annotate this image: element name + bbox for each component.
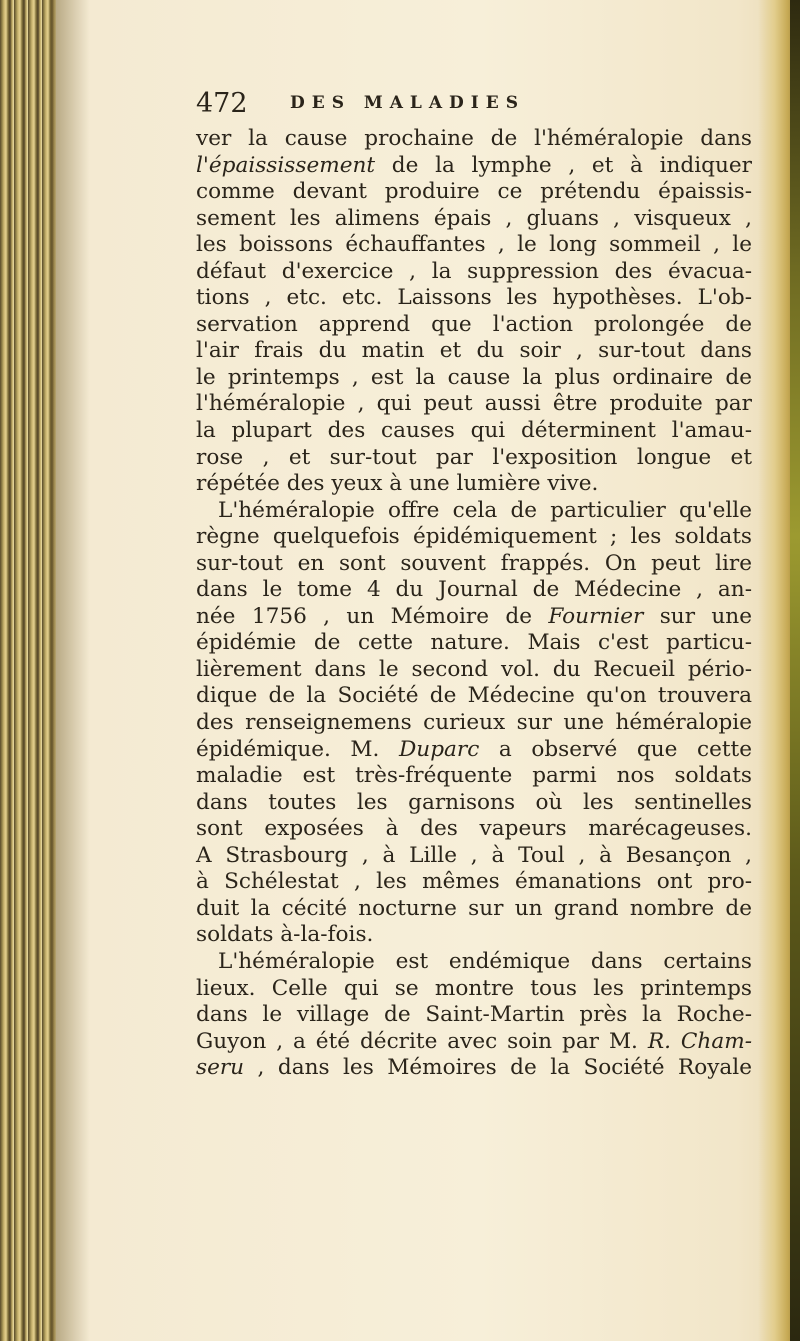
text-segment: épidémie de cette nature. Mais c'est particu- xyxy=(196,630,752,656)
text-line xyxy=(196,312,752,339)
text-line xyxy=(196,445,752,472)
text-segment: la plupart des causes qui déterminent l'amau- xyxy=(196,418,752,444)
text-segment: répétée des yeux à une lumière vive. xyxy=(196,471,599,497)
text-line xyxy=(196,391,752,418)
text-segment: sont exposées à des vapeurs marécageuses. xyxy=(196,816,752,842)
text-segment: l'héméralopie , qui peut aussi être produite par xyxy=(196,391,752,417)
text-line xyxy=(196,338,752,365)
italic-text: Fournier xyxy=(548,603,644,629)
text-segment: les boissons échauffantes , le long sommeil , le xyxy=(196,232,752,258)
text-segment: ver la cause prochaine de l'héméralopie dans xyxy=(196,126,752,151)
italic-text: l'épaississement xyxy=(196,152,376,178)
text-line xyxy=(196,259,752,286)
page-number: 472 xyxy=(196,88,248,119)
text-line xyxy=(196,232,752,259)
page-header xyxy=(196,88,676,122)
text-segment: maladie est très-fréquente parmi nos soldats xyxy=(196,763,752,789)
text-line xyxy=(196,365,752,392)
text-line xyxy=(196,524,752,551)
text-line xyxy=(196,949,752,976)
text-segment: sement les alimens épais , gluans , visqueux , xyxy=(196,205,752,231)
text-segment: servation apprend que l'action prolongée de xyxy=(196,311,752,337)
text-line xyxy=(196,896,752,923)
text-line xyxy=(196,206,752,233)
text-segment: dans toutes les garnisons où les sentinelles xyxy=(196,789,752,815)
text-segment: règne quelquefois épidémiquement ; les soldats xyxy=(196,524,752,550)
text-line xyxy=(196,710,752,737)
text-segment: le printemps , est la cause la plus ordinaire de xyxy=(196,364,752,390)
text-line xyxy=(196,657,752,684)
text-segment: des renseignemens curieux sur une héméralopie xyxy=(196,710,752,736)
text-segment: duit la cécité nocturne sur un grand nombre de xyxy=(196,895,752,921)
text-line xyxy=(196,683,752,710)
text-segment: Guyon , a été décrite avec soin par M. xyxy=(196,1028,648,1054)
text-line xyxy=(196,577,752,604)
italic-text: seru xyxy=(196,1055,245,1081)
text-segment: dans le tome 4 du Journal de Médecine , an- xyxy=(196,577,752,603)
text-line xyxy=(196,285,752,312)
text-line xyxy=(196,763,752,790)
text-segment: a observé que cette xyxy=(479,736,752,762)
text-segment: l'air frais du matin et du soir , sur-tout dans xyxy=(196,338,752,364)
italic-text: R. Cham- xyxy=(647,1028,752,1054)
text-line xyxy=(196,179,752,206)
text-line xyxy=(196,498,752,525)
text-line xyxy=(196,869,752,896)
text-line xyxy=(196,790,752,817)
text-segment: , dans les Mémoires de la Société Royale xyxy=(244,1055,752,1081)
text-segment: L'héméralopie est endémique dans certains xyxy=(218,948,752,974)
text-segment: soldats à-la-fois. xyxy=(196,922,374,948)
text-segment: sur une xyxy=(643,603,752,629)
text-line xyxy=(196,922,752,949)
text-segment: dans le village de Saint-Martin près la Roche- xyxy=(196,1002,752,1028)
text-line xyxy=(196,976,752,1003)
text-segment: tions , etc. etc. Laissons les hypothèses. L'ob- xyxy=(196,285,752,311)
text-segment: sur-tout en sont souvent frappés. On peut lire xyxy=(196,550,752,576)
text-line xyxy=(196,1002,752,1029)
gutter-shadow xyxy=(50,0,90,1341)
page-edge-strip xyxy=(790,0,800,1341)
text-line xyxy=(196,737,752,764)
binding-gutter xyxy=(0,0,56,1341)
running-title: DES MALADIES xyxy=(290,93,525,113)
text-segment: lieux. Celle qui se montre tous les printemps xyxy=(196,975,752,1001)
text-line xyxy=(196,630,752,657)
text-segment: comme devant produire ce prétendu épaissis- xyxy=(196,179,752,205)
text-line xyxy=(196,1055,752,1082)
text-line xyxy=(196,816,752,843)
text-line xyxy=(196,418,752,445)
text-segment: épidémique. M. xyxy=(196,736,399,762)
text-line xyxy=(196,1029,752,1056)
italic-text: Duparc xyxy=(398,736,480,762)
text-line xyxy=(196,604,752,631)
text-segment: A Strasbourg , à Lille , à Toul , à Besançon , xyxy=(196,842,752,868)
text-segment: défaut d'exercice , la suppression des évacua- xyxy=(196,258,752,284)
text-segment: de la lymphe , et à indiquer xyxy=(375,152,752,178)
text-line xyxy=(196,843,752,870)
body-text xyxy=(196,126,752,1082)
text-line xyxy=(196,153,752,180)
text-segment: à Schélestat , les mêmes émanations ont pro- xyxy=(196,869,752,895)
text-line xyxy=(196,471,752,498)
text-segment: née 1756 , un Mémoire de xyxy=(196,603,549,629)
text-line xyxy=(196,126,752,153)
text-segment: lièrement dans le second vol. du Recueil pério- xyxy=(196,656,752,682)
text-segment: rose , et sur-tout par l'exposition longue et xyxy=(196,444,752,470)
text-line xyxy=(196,551,752,578)
text-segment: L'héméralopie offre cela de particulier qu'elle xyxy=(218,497,752,523)
text-segment: dique de la Société de Médecine qu'on trouvera xyxy=(196,683,752,709)
